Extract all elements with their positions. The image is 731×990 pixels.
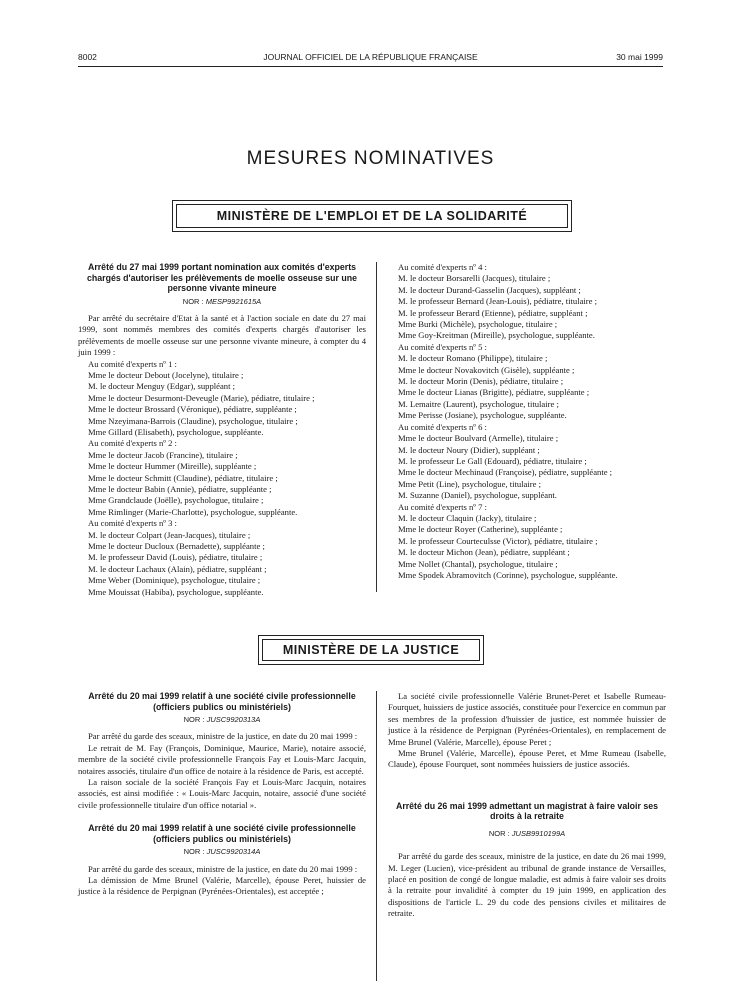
section2-right-column — [388, 691, 666, 920]
section2-left-column — [78, 691, 366, 898]
list-item: Mme le docteur Lianas (Brigitte), pédiatre, suppléante ; — [398, 387, 590, 398]
section1-right-column — [388, 262, 666, 581]
nor-label: NOR : — [488, 828, 510, 838]
paragraph: Le retrait de M. Fay (François, Dominique, Maurice, Marie), notaire associé, membre de la société civile professionnelle François Fay et Louis-Marc Jacquin, notaires associés, titulaire d'un office de notaire à la résidence de Paris, est accepté. — [78, 742, 366, 776]
paragraph: Mme Brunel (Valérie, Marcelle), épouse Peret, et Mme Rumeau (Isabelle, Claude), épouse Fourquet, sont nommées huissiers de justice associés. — [388, 748, 666, 770]
list-item: Mme Burki (Michèle), psychologue, titulaire ; — [398, 319, 558, 330]
ministry-title: MINISTÈRE DE L'EMPLOI ET DE LA SOLIDARITÉ — [176, 204, 568, 228]
article-title: Arrêté du 20 mai 1999 relatif à une société civile professionnelle (officiers publics ou ministériels) — [88, 691, 356, 712]
list-item: Mme Nollet (Chantal), psychologue, titulaire ; — [398, 558, 558, 569]
nor-reference — [78, 846, 366, 857]
list-item: M. le professeur Le Gall (Edouard), pédiatre, titulaire ; — [398, 455, 587, 466]
page-number: 8002 — [78, 52, 97, 62]
list-item: M. le docteur Michon (Jean), pédiatre, suppléant ; — [398, 547, 570, 558]
nor-code: JUSC9920314A — [206, 847, 261, 857]
list-item: M. le docteur Colpart (Jean-Jacques), titulaire ; — [88, 529, 251, 540]
article-title: Arrêté du 26 mai 1999 admettant un magistrat à faire valoir ses droits à la retraite — [395, 800, 659, 822]
nor-reference — [78, 296, 366, 307]
list-item: Au comité d'experts nº 5 : — [398, 341, 487, 352]
list-item: Au comité d'experts nº 7 : — [398, 501, 487, 512]
nor-code: JUSB9910199A — [511, 828, 566, 838]
list-item: Mme Petit (Line), psychologue, titulaire ; — [398, 478, 541, 489]
list-item: Mme le docteur Babin (Annie), pédiatre, suppléante ; — [88, 484, 272, 494]
list-item: Mme Nzeyimana-Barrois (Claudine), psychologue, titulaire ; — [88, 415, 298, 426]
list-item: Mme le docteur Debout (Jocelyne), titulaire ; — [88, 369, 244, 380]
list-item: M. le professeur Berard (Etienne), pédiatre, suppléant ; — [398, 307, 588, 318]
nor-label: NOR : — [183, 847, 205, 857]
main-title: MESURES NOMINATIVES — [246, 148, 495, 169]
list-item: M. le docteur Durand-Gasselin (Jacques), suppléant ; — [398, 284, 581, 295]
list-item: M. le docteur Morin (Denis), pédiatre, titulaire ; — [398, 376, 564, 387]
paragraph: Par arrêté du garde des sceaux, ministre de la justice, en date du 26 mai 1999, M. Leger (Lucien), vice-président au tribunal de grande instance de Versailles, placé en position de congé de longue maladie, est admis à faire valoir ses droits à la retraite pour invalidité à compter du 19 juin 1999, en application des dispositions de l'article L. 29 du code des pensions civiles et militaires de retraite. — [388, 851, 666, 919]
list-item: M. Suzanne (Daniel), psychologue, suppléant. — [398, 490, 557, 501]
list-item: M. le docteur Menguy (Edgar), suppléant ; — [88, 381, 236, 392]
nor-code: MESP9921615A — [205, 296, 262, 306]
member-list — [388, 262, 666, 581]
list-item: Mme le docteur Mechinaud (Françoise), pédiatre, suppléante ; — [398, 467, 613, 478]
list-item: Mme Weber (Dominique), psychologue, titulaire ; — [88, 575, 261, 586]
list-item: Au comité d'experts nº 1 : — [88, 358, 177, 369]
list-item: M. le professeur Courteculsse (Victor), pédiatre, titulaire ; — [398, 535, 598, 546]
list-item: Mme le docteur Ducloux (Bernadette), suppléante ; — [88, 541, 265, 552]
nor-label: NOR : — [183, 715, 205, 724]
list-item: M. le docteur Borsarelli (Jacques), titulaire ; — [398, 273, 551, 284]
paragraph: La raison sociale de la société François Fay et Louis-Marc Jacquin, notaires associés, est ainsi modifiée : « Louis-Marc Jacquin, notaire, associé d'une société civile professionnelle titulaire d'un office notarial ». — [78, 777, 366, 810]
list-item: Au comité d'experts nº 4 : — [398, 262, 487, 272]
list-item: M. le professeur Bernard (Jean-Louis), pédiatre, titulaire ; — [398, 296, 598, 307]
publication-date: 30 mai 1999 — [616, 52, 663, 62]
journal-title: JOURNAL OFFICIEL DE LA RÉPUBLIQUE FRANÇAISE — [263, 52, 478, 62]
list-item: Mme le docteur Jacob (Francine), titulaire ; — [88, 449, 238, 460]
list-item: Mme Mouissat (Habiba), psychologue, suppléante. — [88, 586, 264, 597]
list-item: Mme le docteur Royer (Catherine), suppléante ; — [398, 524, 563, 535]
list-item: Mme Perisse (Josiane), psychologue, suppléante. — [398, 410, 567, 421]
list-item: M. le docteur Romano (Philippe), titulaire ; — [398, 353, 548, 364]
spacer — [388, 771, 666, 801]
ministry-box-justice — [258, 635, 484, 665]
list-item: M. le docteur Lachaux (Alain), pédiatre, suppléant ; — [88, 563, 267, 574]
ministry-title: MINISTÈRE DE LA JUSTICE — [262, 639, 480, 661]
list-item: Mme le docteur Desurmont-Deveugle (Marie), pédiatre, titulaire ; — [88, 392, 315, 403]
list-item: Mme Grandclaude (Joëlle), psychologue, titulaire ; — [88, 495, 264, 506]
list-item: Mme Spodek Abramovitch (Corinne), psychologue, suppléante. — [398, 569, 618, 580]
header-rule — [78, 66, 663, 67]
nor-reference — [78, 714, 366, 725]
article-title: Arrêté du 20 mai 1999 relatif à une société civile professionnelle (officiers publics ou ministériels) — [88, 823, 356, 844]
list-item: M. Lemaitre (Laurent), psychologue, titulaire ; — [398, 398, 559, 409]
column-divider — [376, 262, 377, 592]
list-item: Au comité d'experts nº 3 : — [88, 518, 177, 529]
member-list — [78, 359, 366, 599]
paragraph: La démission de Mme Brunel (Valérie, Marcelle), épouse Peret, huissier de justice à la résidence de Perpignan (Pyrénées-Orientales), est acceptée ; — [78, 875, 366, 897]
article-title: Arrêté du 27 mai 1999 portant nomination aux comités d'experts chargés d'autoriser les prélèvements de moelle osseuse sur une personne vivante mineure — [86, 262, 358, 293]
spacer — [78, 811, 366, 823]
list-item: Mme Gillard (Elisabeth), psychologue, suppléante. — [88, 426, 264, 437]
list-item: M. le docteur Claquin (Jacky), titulaire ; — [398, 512, 537, 523]
article-intro: Par arrêté du secrétaire d'Etat à la santé et à l'action sociale en date du 27 mai 1999, sont nommés membres des comités d'experts chargés d'autoriser les prélèvements de moelle osseuse sur une personne vivante mineure, à compter du 4 juin 1999 : — [78, 312, 366, 358]
ministry-box-emploi — [172, 200, 572, 232]
list-item: M. le docteur Noury (Didier), suppléant ; — [398, 444, 540, 455]
list-item: Mme le docteur Schmitt (Claudine), pédiatre, titulaire ; — [88, 472, 278, 483]
list-item: Mme le docteur Boulvard (Armelle), titulaire ; — [398, 433, 559, 444]
list-item: Mme le docteur Hummer (Mireille), suppléante ; — [88, 461, 257, 472]
list-item: Au comité d'experts nº 2 : — [88, 438, 177, 449]
list-item: Mme le docteur Novakovitch (Gisèle), suppléante ; — [398, 364, 575, 375]
list-item: Au comité d'experts nº 6 : — [398, 421, 487, 432]
nor-code: JUSC9920313A — [206, 715, 261, 724]
list-item: Mme le docteur Brossard (Véronique), pédiatre, suppléante ; — [88, 404, 297, 415]
list-item: Mme Goy-Kreitman (Mireille), psychologue, suppléante. — [398, 330, 595, 341]
paragraph: Par arrêté du garde des sceaux, ministre de la justice, en date du 20 mai 1999 : — [88, 731, 358, 742]
list-item: Mme Rimlinger (Marie-Charlotte), psychologue, suppléante. — [88, 506, 298, 517]
paragraph: La société civile professionnelle Valérie Brunet-Peret et Isabelle Rumeau-Fourquet, huissiers de justice associés, constituée pour l'exercice en commun par ses membres de la profession d'huissier de justice, est nommée huissier de justice à la résidence de Perpignan (Pyrénées-Orientales), en remplacement de Mme Brunel (Valérie, Marcelle), épouse Peret ; — [388, 691, 666, 747]
nor-label: NOR : — [182, 296, 204, 306]
list-item: M. le professeur David (Louis), pédiatre, titulaire ; — [88, 552, 263, 563]
paragraph: Par arrêté du garde des sceaux, ministre de la justice, en date du 20 mai 1999 : — [88, 863, 358, 874]
column-divider — [376, 691, 377, 981]
nor-reference — [388, 828, 666, 839]
section1-left-column — [78, 262, 366, 598]
